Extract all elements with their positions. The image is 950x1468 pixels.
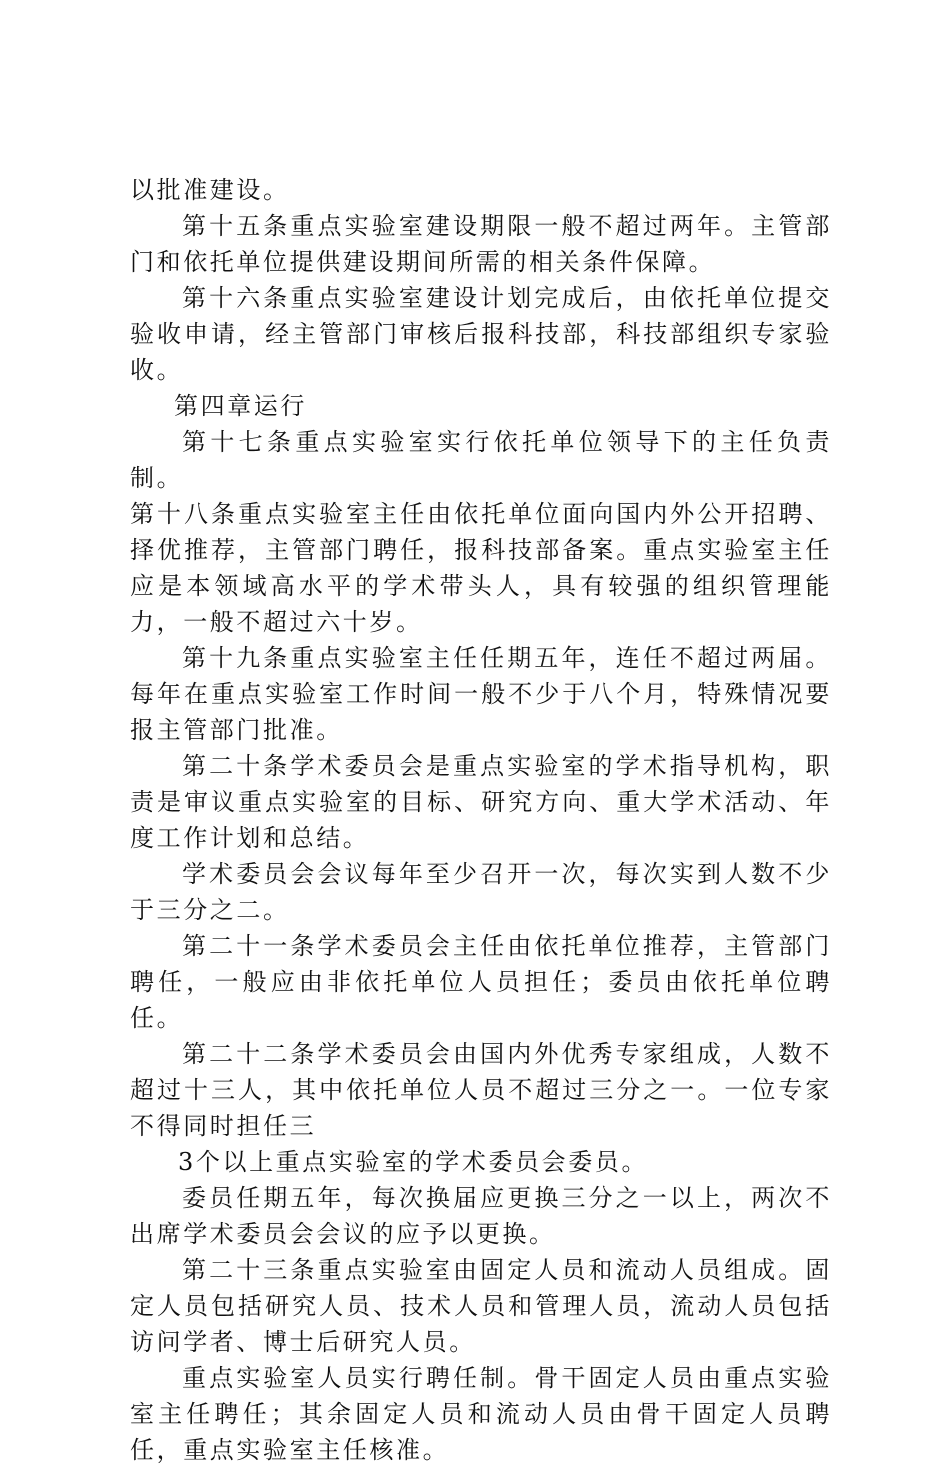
article-20-paragraph: 第二十条学术委员会是重点实验室的学术指导机构，职责是审议重点实验室的目标、研究方向、重大学术活动、年度工作计划和总结。 — [130, 752, 832, 852]
article-16-paragraph: 第十六条重点实验室建设计划完成后，由依托单位提交验收申请，经主管部门审核后报科技部，科技部组织专家验收。 — [130, 284, 832, 384]
article-22-paragraph: 第二十二条学术委员会由国内外优秀专家组成，人数不超过十三人，其中依托单位人员不超过三分之一。一位专家不得同时担任三 — [130, 1040, 832, 1140]
article-21-paragraph: 第二十一条学术委员会主任由依托单位推荐，主管部门聘任，一般应由非依托单位人员担任；委员由依托单位聘任。 — [130, 932, 832, 1032]
paragraph: 以批准建设。 — [130, 176, 290, 204]
committee-meeting-paragraph: 学术委员会会议每年至少召开一次，每次实到人数不少于三分之二。 — [130, 860, 832, 924]
staff-appointment-paragraph: 重点实验室人员实行聘任制。骨干固定人员由重点实验室主任聘任；其余固定人员和流动人员由骨干固定人员聘任，重点实验室主任核准。 — [130, 1364, 832, 1464]
article-15-paragraph: 第十五条重点实验室建设期限一般不超过两年。主管部门和依托单位提供建设期间所需的相关条件保障。 — [130, 212, 832, 276]
document-body — [130, 172, 832, 1468]
article-22-continuation: 3个以上重点实验室的学术委员会委员。 — [178, 1148, 649, 1176]
article-17-paragraph: 第十七条重点实验室实行依托单位领导下的主任负责制。 — [130, 428, 832, 492]
article-18-paragraph: 第十八条重点实验室主任由依托单位面向国内外公开招聘、择优推荐，主管部门聘任，报科技部备案。重点实验室主任应是本领域高水平的学术带头人，具有较强的组织管理能力，一般不超过六十岁。 — [130, 500, 832, 636]
article-19-paragraph: 第十九条重点实验室主任任期五年，连任不超过两届。每年在重点实验室工作时间一般不少于八个月，特殊情况要报主管部门批准。 — [130, 644, 832, 744]
member-term-paragraph: 委员任期五年，每次换届应更换三分之一以上，两次不出席学术委员会会议的应予以更换。 — [130, 1184, 832, 1248]
article-23-paragraph: 第二十三条重点实验室由固定人员和流动人员组成。固定人员包括研究人员、技术人员和管理人员，流动人员包括访问学者、博士后研究人员。 — [130, 1256, 832, 1356]
chapter-heading: 第四章运行 — [174, 392, 307, 420]
